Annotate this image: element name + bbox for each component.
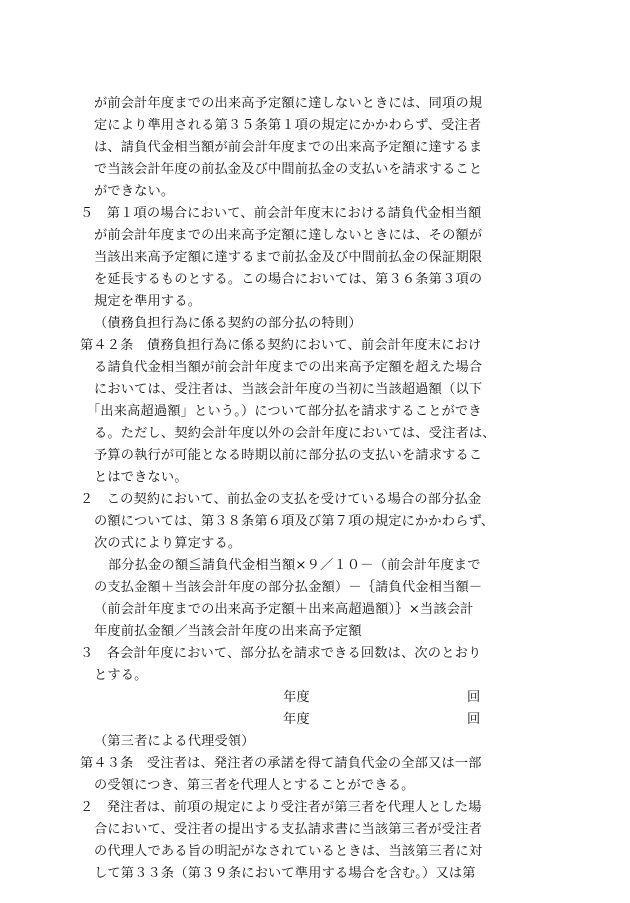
- article-43-start: 第４３条 受注者は、発注者の承諾を得て請負代金の全部又は一部: [80, 756, 482, 771]
- text-line: 「出来高超過額」という。）について部分払を請求することができ: [87, 404, 482, 419]
- section-heading: （債務負担行為に係る契約の部分払の特則）: [94, 316, 362, 331]
- table-year-label: 年度: [283, 712, 310, 727]
- text-line: が前会計年度までの出来高予定額に達しないときには、同項の規: [94, 96, 483, 111]
- text-line: の代理人である旨の明記がなされているときは、当該第三者に対: [94, 844, 483, 859]
- text-line: が前会計年度までの出来高予定額に達しないときには、その額が: [94, 228, 483, 243]
- article-43-paragraph-2: ２ 発注者は、前項の規定により受注者が第三者を代理人とした場: [80, 800, 482, 815]
- formula-line: 年度前払金額／当該会計年度の出来高予定額: [94, 624, 362, 639]
- article-42-paragraph-3: ３ 各会計年度において、部分払を請求できる回数は、次のとおり: [80, 646, 482, 661]
- text-line: 次の式により算定する。: [94, 536, 242, 551]
- formula-line: 部分払金の額≦請負代金相当額×９／１０－（前会計年度まで: [108, 558, 481, 573]
- text-line: る。ただし、契約会計年度以外の会計年度においては、受注者は、: [94, 426, 496, 441]
- text-line: 合において、受注者の提出する支払請求書に当該第三者が受注者: [94, 822, 482, 837]
- text-line: 定により準用される第３５条第１項の規定にかかわらず、受注者: [94, 118, 482, 133]
- paragraph-5-start: ５ 第１項の場合において、前会計年度末における請負代金相当額: [80, 206, 482, 221]
- text-line: ができない。: [94, 184, 175, 199]
- section-heading: （第三者による代理受領）: [94, 734, 255, 749]
- text-line: 当該出来高予定額に達するまで前払金及び中間前払金の保証期限: [94, 250, 483, 265]
- text-line: を延長するものとする。この場合においては、第３６条第３項の: [94, 272, 483, 287]
- article-42-start: 第４２条 債務負担行為に係る契約において、前会計年度末におけ: [80, 338, 482, 353]
- text-line: は、請負代金相当額が前会計年度までの出来高予定額に達するま: [94, 140, 483, 155]
- text-line: の受領につき、第三者を代理人とすることができる。: [94, 778, 415, 793]
- text-line: る請負代金相当額が前会計年度までの出来高予定額を超えた場合: [94, 360, 483, 375]
- text-line: 規定を準用する。: [94, 294, 202, 309]
- table-year-label: 年度: [283, 690, 310, 705]
- text-line: で当該会計年度の前払金及び中間前払金の支払いを請求すること: [94, 162, 483, 177]
- text-line: 予算の執行が可能となる時期以前に部分払の支払いを請求するこ: [94, 448, 483, 463]
- formula-line: の支払金額＋当該会計年度の部分払金額）－｛請負代金相当額－: [94, 580, 483, 595]
- article-42-paragraph-2: ２ この契約において、前払金の支払を受けている場合の部分払金: [80, 492, 482, 507]
- table-count-label: 回: [467, 712, 481, 727]
- text-line: とはできない。: [94, 470, 188, 485]
- formula-line: （前会計年度までの出来高予定額＋出来高超過額）｝×当該会計: [94, 602, 474, 617]
- text-line: とする。: [94, 668, 148, 683]
- table-count-label: 回: [467, 690, 481, 705]
- text-line: においては、受注者は、当該会計年度の当初に当該超過額（以下: [94, 382, 483, 397]
- text-line: して第３３条（第３９条において準用する場合を含む。）又は第: [94, 866, 476, 881]
- text-line: の額については、第３８条第６項及び第７項の規定にかかわらず、: [94, 514, 495, 529]
